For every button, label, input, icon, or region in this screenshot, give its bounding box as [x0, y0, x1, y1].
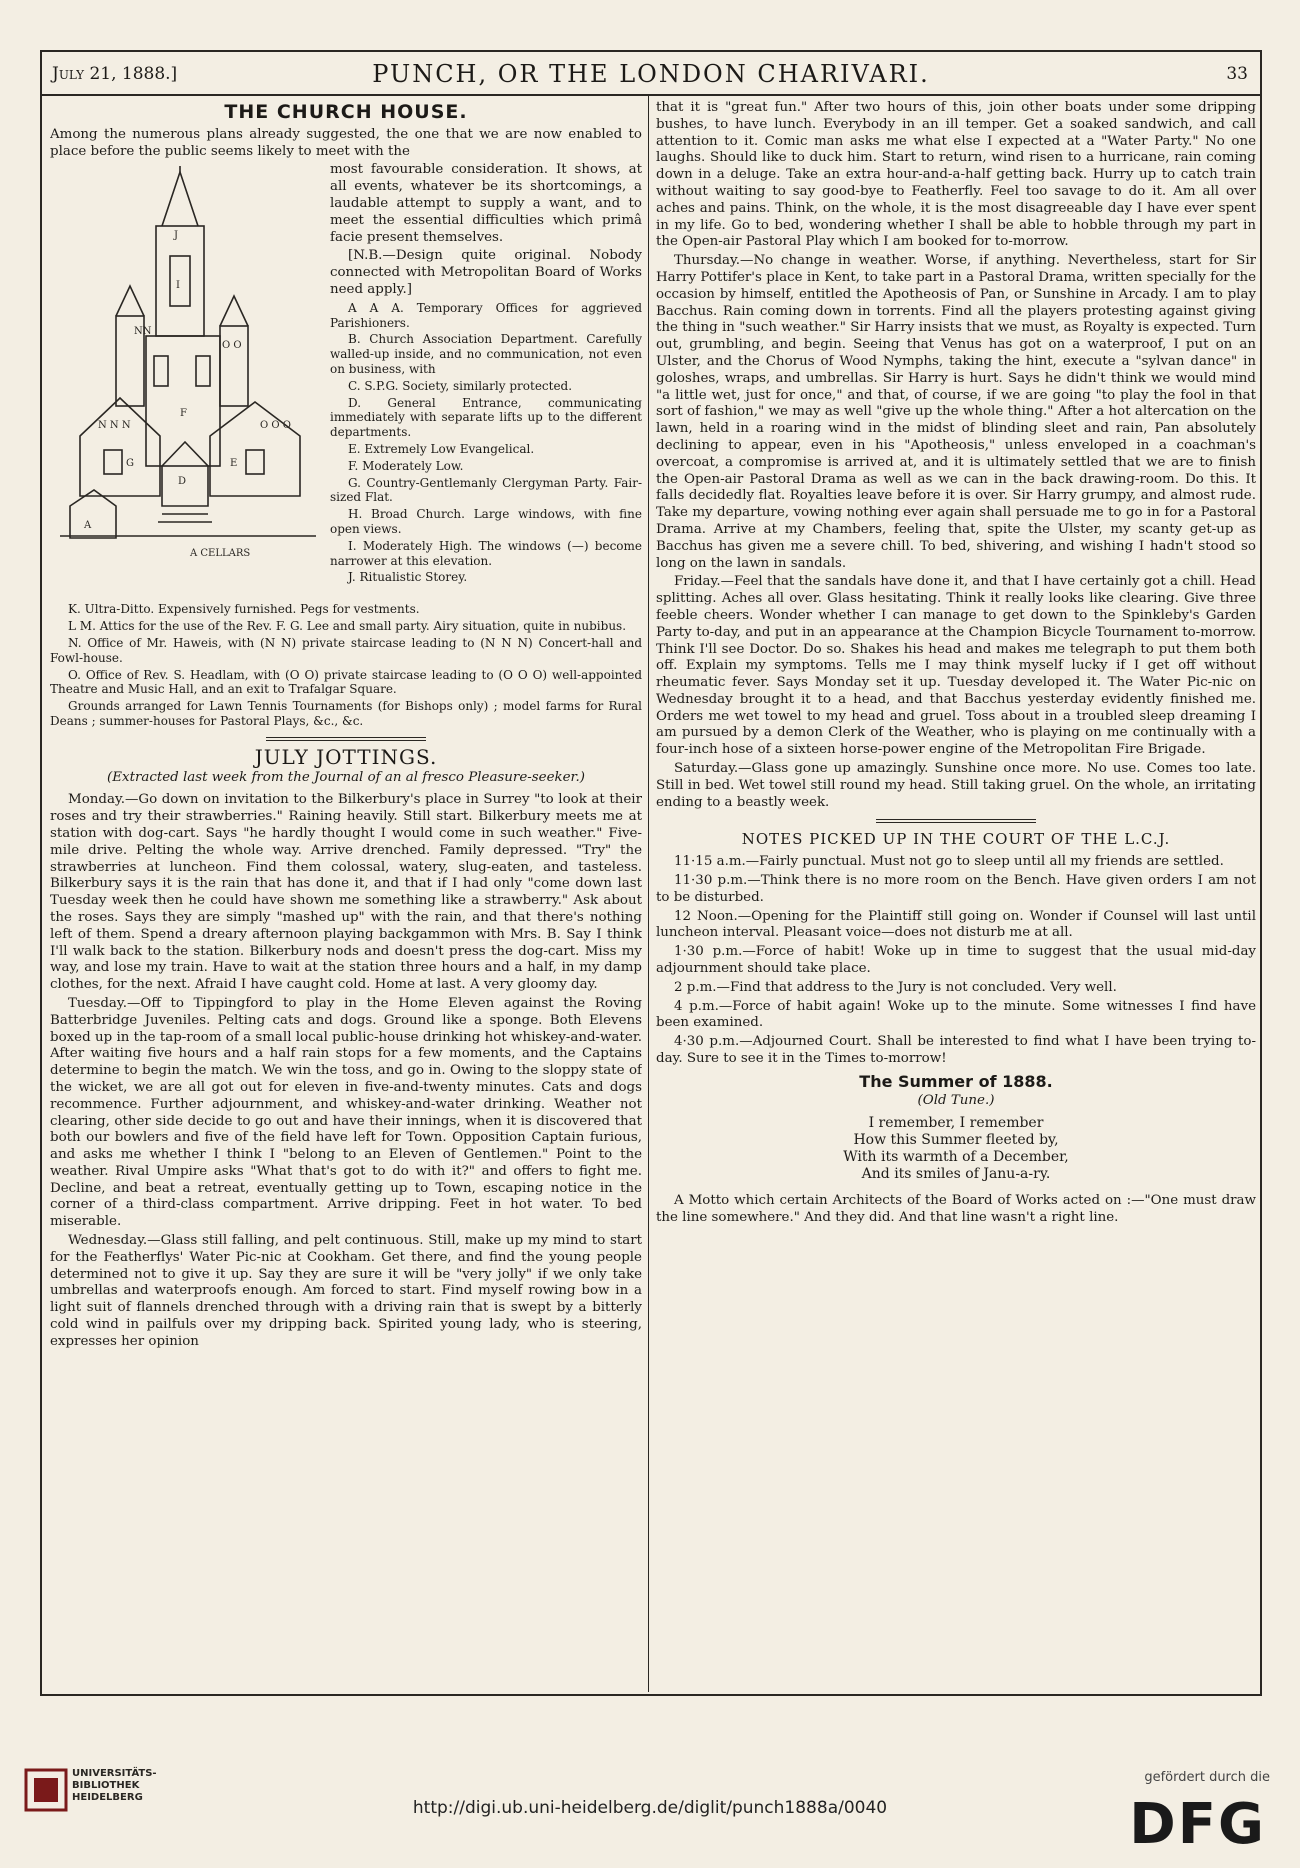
library-line: UNIVERSITÄTS- [72, 1768, 157, 1779]
church-key-item: H. Broad Church. Large windows, with fine open views. [330, 507, 642, 536]
church-key-item: I. Moderately High. The windows (—) become narrower at this elevation. [330, 538, 642, 568]
church-house-title: THE CHURCH HOUSE. [224, 101, 468, 123]
church-intro-rest: most favourable consideration. It shows, at all events, whatever be its shortcomings, a laudable attempt to supply a want, and to meet the essential difficulties which primâ facie present themselves. [330, 162, 642, 245]
jottings-paragraph: Wednesday.—Glass still falling, and pelt continuous. Still, make up my mind to start for the Featherflys' Water Pic-nic at Cookham. Get there, and find the young people determined not to give it up. Say they are sure it will be "very jolly" if we only take umbrellas and waterproofs enough. Am forced to start. Find myself rowing bow in a light suit of flannels drenched through with a driving rain that is swept by a bitterly cold wind in pailfuls over my dripping back. Spirited young lady, who is steering, expresses her opinion [50, 1233, 642, 1349]
section-divider [876, 819, 1036, 823]
right-column [656, 100, 1256, 1229]
notes-entry: 12 Noon.—Opening for the Plaintiff still going on. Wonder if Counsel will last until luncheon interval. Pleasant voice—does not disturb me at all. [656, 908, 1256, 941]
church-key-item: F. Moderately Low. [348, 458, 464, 473]
left-column [50, 100, 642, 1353]
church-key-right [330, 301, 642, 585]
summer-poem [656, 1115, 1256, 1183]
july-jottings-title: JULY JOTTINGS. [254, 744, 438, 769]
jottings-paragraph: Saturday.—Glass gone up amazingly. Sunshine once more. No use. Comes too late. Still in bed. Wet towel still round my head. Still taking gruel. On the whole, an irritating ending to a beastly week. [656, 761, 1256, 810]
publication-title: PUNCH, OR THE LONDON CHARIVARI. [372, 60, 930, 88]
library-line: BIBLIOTHEK [72, 1780, 140, 1791]
masthead [42, 52, 1260, 96]
dfg-logo: DFG [1129, 1792, 1266, 1857]
church-intro-lead: Among the numerous plans already suggested, the one that we are now enabled to place before the public seems likely to meet with the [50, 126, 642, 159]
jottings-paragraph: Thursday.—No change in weather. Worse, if anything. Nevertheless, start for Sir Harry Pottifer's place in Kent, to take part in a Pastoral Drama, written specially for the occasion by himself, entitled the Apotheosis of Pan, or Sunshine in Arcady. I am to play Bacchus. Rain coming down in torrents. Find all the players protesting against giving the thing in "such weather." Sir Harry insists that we must, as Royalty is expected. Turn out, grumbling, and begin. Seeing that Venus has got on a waterproof, I put on an Ulster, and the Chorus of Wood Nymphs, taking the hint, execute a "sylvan dance" in goloshes, wraps, and umbrellas. Sir Harry is hurt. Says he didn't think we would mind "a little wet, just for once," and that, of course, if we are going "to play the fool in that sort of fashion," we may as well "give up the whole thing." After a hot altercation on the lawn, held in a roaring wind in the midst of blinding sleet and rain, Pan absolutely declining to appear, even in his "Apotheosis," unless enveloped in a coachman's overcoat, a compromise is arrived at, and it is ultimately settled that we are to finish the Open-air Pastoral Drama as well as we can in the back drawing-room. Do this. It falls decidedly flat. Royalties leave before it is over. Sir Harry grumpy, and almost rude. Take my departure, vowing nothing ever again shall persuade me to go in for a Pastoral Drama. Arrive at my Chambers, feeling that, spite the Ulster, my scanty get-up as Bacchus has given me a severe chill. To bed, shivering, and wishing I hadn't stood so long on the lawn in sandals. [656, 253, 1256, 571]
svg-text:I: I [176, 280, 180, 292]
church-key-item: J. Ritualistic Storey. [348, 570, 468, 585]
notes-entry: 1·30 p.m.—Force of habit! Woke up in time to suggest that the usual mid-day adjournment should take place. [656, 944, 1256, 977]
notes-entry: 11·15 a.m.—Fairly punctual. Must not go to sleep until all my friends are settled. [674, 854, 1224, 870]
church-key-full [50, 602, 642, 728]
section-divider [266, 737, 426, 741]
svg-text:N N N: N N N [98, 420, 131, 432]
jottings-paragraph: Friday.—Feel that the sandals have done it, and that I have certainly got a chill. Head splitting. Aches all over. Glass hesitating. Think it really looks like clearing. Give three feeble cheers. Wonder whether I can manage to get down to the Spinkleby's Garden Party to-day, and put in an appearance at the Champion Bicycle Tournament to-morrow. Think I'll see Doctor. Do so. Shakes his head and makes me telegraph to put them both off. Explain my symptoms. Tells me I may think myself lucky if I get off without rheumatic fever. Says Monday set it up. Tuesday developed it. The Water Pic-nic on Wednesday brought it to a head, and that Bacchus yesterday evidently finished me. Orders me wet towel to my head and gruel. Toss about in a troubled sleep dreaming I am pursued by a demon Clerk of the Weather, who is playing on me continually with a four-inch hose of a sixteen horse-power engine of the Metropolitan Fire Brigade. [656, 574, 1256, 758]
motto-paragraph: A Motto which certain Architects of the Board of Works acted on :—"One must draw the line somewhere." And they did. And that line wasn't a right line. [656, 1193, 1256, 1226]
church-key-item: L M. Attics for the use of the Rev. F. G. Lee and small party. Airy situation, quite in nubibus. [68, 619, 627, 634]
issue-date: July 21, 1888.] [52, 64, 178, 84]
page-number: 33 [1226, 64, 1248, 84]
church-key-item: Grounds arranged for Lawn Tennis Tournaments (for Bishops only) ; model farms for Rural Deans ; summer-houses for Pastoral Plays, &c., &c. [50, 699, 642, 728]
svg-text:NN: NN [134, 326, 152, 338]
church-key-item: D. General Entrance, communicating immediately with separate lifts up to the different departments. [330, 395, 642, 440]
svg-text:A: A [84, 520, 92, 532]
church-nb: [N.B.—Design quite original. Nobody connected with Metropolitan Board of Works need apply.] [330, 248, 642, 297]
church-key-item: A A A. Temporary Offices for aggrieved Parishioners. [330, 300, 642, 330]
poem-line: I remember, I remember [868, 1115, 1044, 1132]
cellars-label: A CELLARS [190, 548, 251, 560]
svg-text:F: F [180, 408, 187, 420]
svg-text:J: J [174, 230, 179, 242]
library-line: HEIDELBERG [72, 1792, 143, 1803]
church-key-item: E. Extremely Low Evangelical. [348, 441, 535, 456]
church-key-item: K. Ultra-Ditto. Expensively furnished. Pegs for vestments. [68, 602, 420, 617]
column-divider [648, 96, 649, 1692]
summer-poem-title: The Summer of 1888. [859, 1071, 1053, 1091]
church-section [50, 162, 642, 602]
july-jottings-subtitle: (Extracted last week from the Journal of an al fresco Pleasure-seeker.) [107, 769, 585, 785]
svg-text:O O: O O [222, 340, 242, 352]
church-right-text [330, 162, 642, 587]
poem-line: And its smiles of Janu-a-ry. [861, 1166, 1051, 1183]
notes-entry: 2 p.m.—Find that address to the Jury is not concluded. Very well. [674, 979, 1117, 995]
church-key-item: B. Church Association Department. Carefully walled-up inside, and no communication, not even on business, with [330, 332, 642, 376]
funded-by-label: gefördert durch die [1144, 1770, 1270, 1785]
church-key-item: C. S.P.G. Society, similarly protected. [348, 378, 573, 393]
svg-text:G: G [126, 458, 134, 470]
poem-line: With its warmth of a December, [843, 1149, 1069, 1166]
svg-text:O O O: O O O [260, 420, 291, 432]
church-key-item: G. Country-Gentlemanly Clergyman Party. Fair-sized Flat. [330, 475, 642, 505]
svg-text:D: D [178, 476, 187, 488]
notes-entry: 11·30 p.m.—Think there is no more room on the Bench. Have given orders I am not to be disturbed. [656, 873, 1256, 905]
church-house-illustration [50, 166, 326, 586]
digitization-footer [0, 1740, 1300, 1868]
jottings-paragraph: Tuesday.—Off to Tippingford to play in the Home Eleven against the Roving Batterbridge Juveniles. Pelting cats and dogs. Ground like a sponge. Both Elevens boxed up in the tap-room of a small local public-house drinking hot whiskey-and-water. After waiting five hours and a half rain stops for a few moments, and the Captains determine to begin the match. We win the toss, and go in. Owing to the sloppy state of the wicket, we are all got out for eleven in five-and-twenty minutes. Cats and dogs recommence. Further adjournment, and whiskey-and-water drinking. Weather not clearing, other side decide to go out and have their innings, when it is discovered that both our bowlers and five of the field have left for Town. Opposition Captain furious, and asks me whether I think I "belong to an Eleven of Gentlemen." Point to the weather. Rival Umpire asks "What that's got to do with it?" and offers to fight me. Decline, and beat a retreat, eventually getting up to Town, escaping notice in the corner of a third-class compartment. Arrive dripping. Feet in hot water. To bed miserable. [50, 995, 642, 1230]
newspaper-page [40, 50, 1262, 1696]
jottings-continuation: that it is "great fun." After two hours of this, join other boats under some dripping bushes, to have lunch. Everybody in an ill temper. Get a soaked sandwich, and call attention to it. Comic man asks me what else I expected at a "Water Party." No one laughs. Should like to duck him. Start to return, wind risen to a hurricane, rain coming down in a deluge. Take an extra hour-and-a-half getting back. Hurry up to catch train without waiting to say good-bye to Featherfly. Feel too savage to do it. Am all over aches and pains. Think, on the whole, it is the most disagreeable day I have ever spent in my life. Go to bed, wondering whether I shall be able to hobble through my part in the Open-air Pastoral Play which I am booked for to-morrow. [656, 100, 1256, 250]
jottings-paragraph: Monday.—Go down on invitation to the Bilkerbury's place in Surrey "to look at their roses and try their strawberries." Raining heavily. Still start. Bilkerbury meets me at station with dog-cart. Says "he hardly thought I would come in such weather." Five-mile drive. Pelting the whole way. Arrive drenched. Family depressed. "Try" the strawberries at luncheon. Find them colossal, watery, slug-eaten, and tasteless. Bilkerbury says it is the rain that has done it, and that if I had only "come down last Tuesday week then he could have shown me something like a strawberry." Ask about the roses. Says they are simply "mashed up" with the rain, and that there's nothing left of them. Spend a dreary afternoon playing backgammon with Mrs. B. Say I think I'll walk back to the station. Bilkerbury nods and doesn't press the dog-cart. Miss my way, and lose my train. Have to wait at the station three hours and a half, in my damp clothes, for the next. Afraid I have caught cold. Home at last. A very gloomy day. [50, 792, 642, 993]
notes-entry: 4·30 p.m.—Adjourned Court. Shall be interested to find what I have been trying to-day. Sure to see it in the Times to-morrow! [656, 1034, 1256, 1067]
source-url-link[interactable]: http://digi.ub.uni-heidelberg.de/diglit/punch1888a/0040 [412, 1798, 888, 1818]
notes-title: NOTES PICKED UP IN THE COURT OF THE L.C.J. [741, 830, 1171, 849]
svg-text:E: E [230, 458, 238, 470]
poem-line: How this Summer fleeted by, [853, 1132, 1059, 1149]
church-key-item: N. Office of Mr. Haweis, with (N N) private staircase leading to (N N N) Concert-hall and Fowl-house. [50, 635, 642, 665]
notes-entry: 4 p.m.—Force of habit again! Woke up to the minute. Some witnesses I find have been examined. [656, 998, 1256, 1031]
church-key-item: O. Office of Rev. S. Headlam, with (O O) private staircase leading to (O O O) well-appointed Theatre and Music Hall, and an exit to Trafalgar Square. [50, 667, 642, 697]
summer-poem-tune: (Old Tune.) [917, 1092, 995, 1108]
